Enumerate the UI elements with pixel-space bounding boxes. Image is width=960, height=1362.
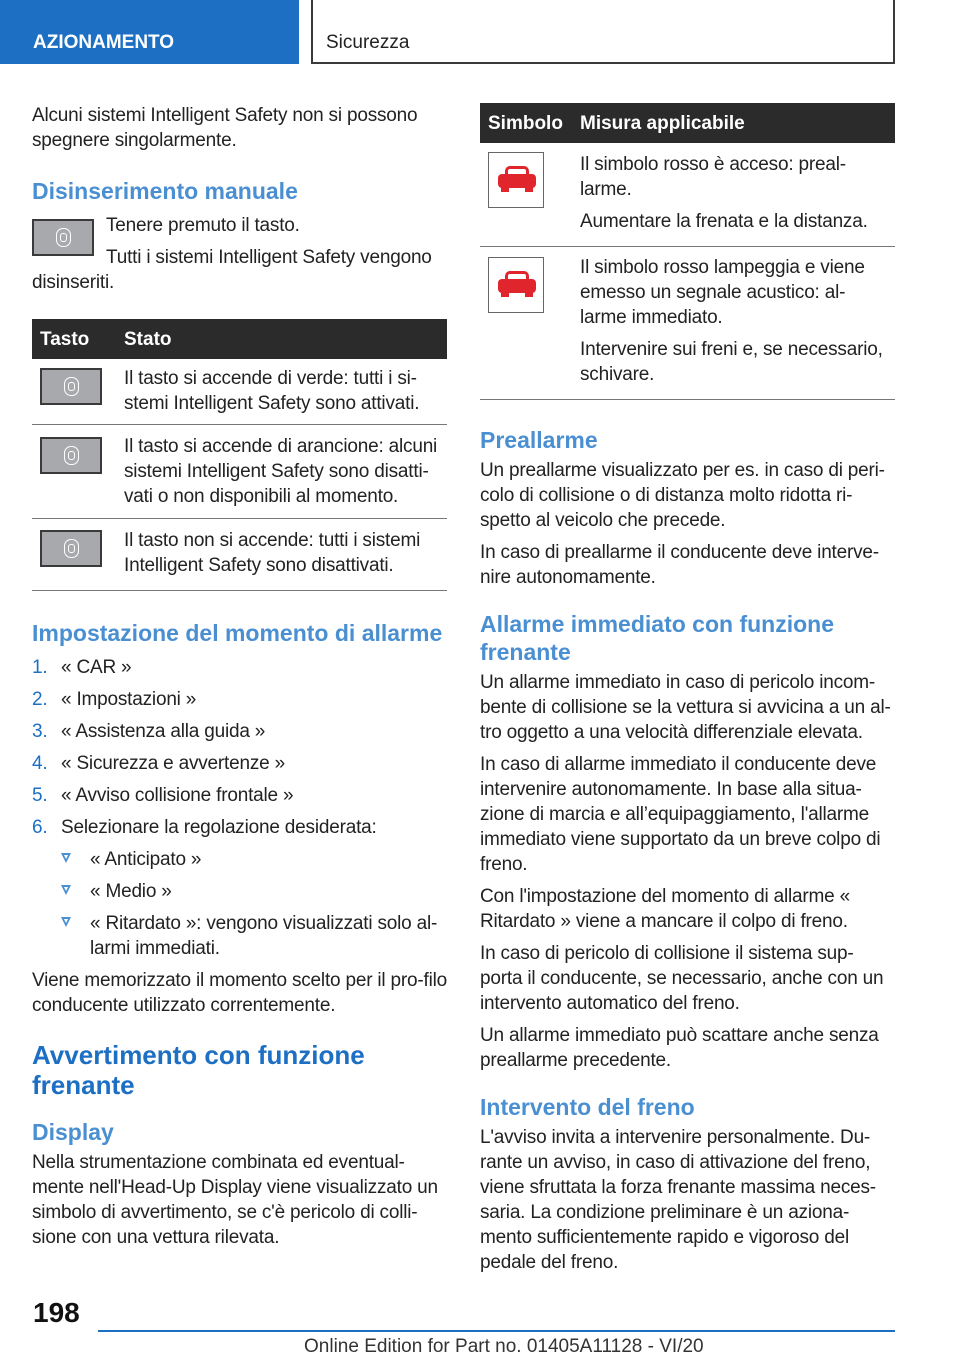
car-warning-icon: [488, 152, 544, 208]
immediate-text-4: In caso di pericolo di collisione il sistema sup-porta il conducente, se necessario, anche con un intervento automatico del freno.: [480, 943, 884, 1014]
status-text: Il tasto si accende di verde: tutti i si-stemi Intelligent Safety sono attivati.: [124, 368, 420, 414]
immediate-text-2: In caso di allarme immediato il conducente deve intervenire autonomamente. In base alla situa-zione di marcia e all’equipaggiamento, l'allarme immediato viene supportato da un breve colpo di freno.: [480, 754, 881, 875]
brake-intervention-text: L'avviso invita a intervenire personalmente. Du-rante un avviso, in caso di attivazione del freno, viene sfruttata la forza frenante massima neces-saria. La condizione preliminare è un aziona-mento sufficientemente rapido e vigoroso del pedale del freno.: [480, 1127, 876, 1273]
right-column: [480, 103, 895, 1282]
triangle-bullet-icon: [61, 853, 71, 863]
table-header-key: Tasto: [32, 319, 116, 359]
intro-text: Alcuni sistemi Intelligent Safety non si possono spegnere singolarmente.: [32, 105, 418, 151]
measure-text: Aumentare la frenata e la distanza.: [580, 211, 868, 232]
footer-rule: [98, 1330, 895, 1332]
sub-item: « Anticipato »: [32, 847, 447, 872]
table-header-measure: Misura applicabile: [572, 103, 895, 143]
immediate-text-5: Un allarme immediato può scattare anche senza preallarme precedente.: [480, 1025, 879, 1071]
prealarm-text-1: Un preallarme visualizzato per es. in caso di peri-colo di collisione o di distanza molto ridotta ri-spetto al veicolo che precede.: [480, 460, 885, 531]
safety-key-green-icon: [40, 368, 102, 405]
prealarm-heading: Preallarme: [480, 427, 598, 453]
manual-off-heading: Disinserimento manuale: [32, 178, 298, 204]
immediate-text-3: Con l'impostazione del momento di allarme « Ritardato » viene a mancare il colpo di freno.: [480, 886, 850, 932]
page-number: 198: [33, 1297, 80, 1328]
sub-item: « Ritardato »: vengono visualizzati solo al-larmi immediati.: [32, 911, 447, 961]
table-row: [32, 519, 447, 591]
table-row: [32, 359, 447, 425]
safety-key-icon: [32, 219, 94, 256]
status-text: Il tasto non si accende: tutti i sistemi Intelligent Safety sono disattivati.: [124, 530, 421, 576]
safety-key-off-icon: [40, 530, 102, 567]
brake-warning-heading: Avvertimento con funzione frenante: [32, 1040, 365, 1100]
measure-text: Il simbolo rosso è acceso: preal-larme.: [580, 154, 846, 200]
manual-off-text-2: Tutti i sistemi Intelligent Safety vengono disinseriti.: [32, 247, 432, 293]
immediate-alarm-heading: Allarme immediato con funzione frenante: [480, 611, 834, 665]
list-item: 5. « Avviso collisione frontale »: [32, 785, 294, 806]
edition-footer: Online Edition for Part no. 01405A11128 - VI/20: [304, 1336, 704, 1357]
section-tab: [0, 0, 299, 64]
display-heading: Display: [32, 1119, 114, 1145]
display-text: Nella strumentazione combinata ed eventual-mente nell'Head-Up Display viene visualizzato un simbolo di avvertimento, se c'è pericolo di colli-sione con una vettura rilevata.: [32, 1152, 438, 1248]
measure-text: Il simbolo rosso lampeggia e viene emesso un segnale acustico: al-larme immediato.: [580, 257, 865, 328]
list-item: 4. « Sicurezza e avvertenze »: [32, 753, 285, 774]
table-header-status: Stato: [116, 319, 447, 359]
manual-off-block: [32, 213, 447, 295]
brake-intervention-heading: Intervento del freno: [480, 1094, 695, 1120]
table-header-symbol: Simbolo: [480, 103, 572, 143]
safety-key-orange-icon: [40, 437, 102, 474]
immediate-text-1: Un allarme immediato in caso di pericolo incom-bente di collisione se la vettura si avvicina a un al-tro oggetto a una velocità differenziale elevata.: [480, 672, 891, 743]
car-warning-flashing-icon: [488, 257, 544, 313]
timing-heading: Impostazione del momento di allarme: [32, 620, 443, 646]
list-item: 2. « Impostazioni »: [32, 689, 197, 710]
prealarm-text-2: In caso di preallarme il conducente deve interve-nire autonomamente.: [480, 542, 879, 588]
table-row: [480, 143, 895, 247]
list-item: 1. « CAR »: [32, 657, 132, 678]
symbol-table: [480, 103, 895, 400]
table-row: [32, 425, 447, 519]
list-item: 6. Selezionare la regolazione desiderata:: [32, 817, 377, 838]
key-status-table: [32, 319, 447, 591]
table-row: [480, 247, 895, 400]
sub-item: « Medio »: [32, 879, 447, 904]
list-item: 3. « Assistenza alla guida »: [32, 721, 266, 742]
timing-note: Viene memorizzato il momento scelto per il pro-filo conducente utilizzato correntemente.: [32, 970, 448, 1016]
triangle-bullet-icon: [61, 885, 71, 895]
steps-list: [32, 655, 447, 840]
triangle-bullet-icon: [61, 917, 71, 927]
status-text: Il tasto si accende di arancione: alcuni sistemi Intelligent Safety sono disatti-vati o non disponibili al momento.: [124, 436, 438, 507]
measure-text: Intervenire sui freni e, se necessario, schivare.: [580, 339, 883, 385]
chapter-title: Sicurezza: [326, 32, 410, 53]
left-column: [32, 103, 447, 1257]
section-title: AZIONAMENTO: [33, 32, 175, 53]
chapter-tab: [311, 0, 895, 64]
manual-off-text-1: Tenere premuto il tasto.: [106, 215, 300, 236]
